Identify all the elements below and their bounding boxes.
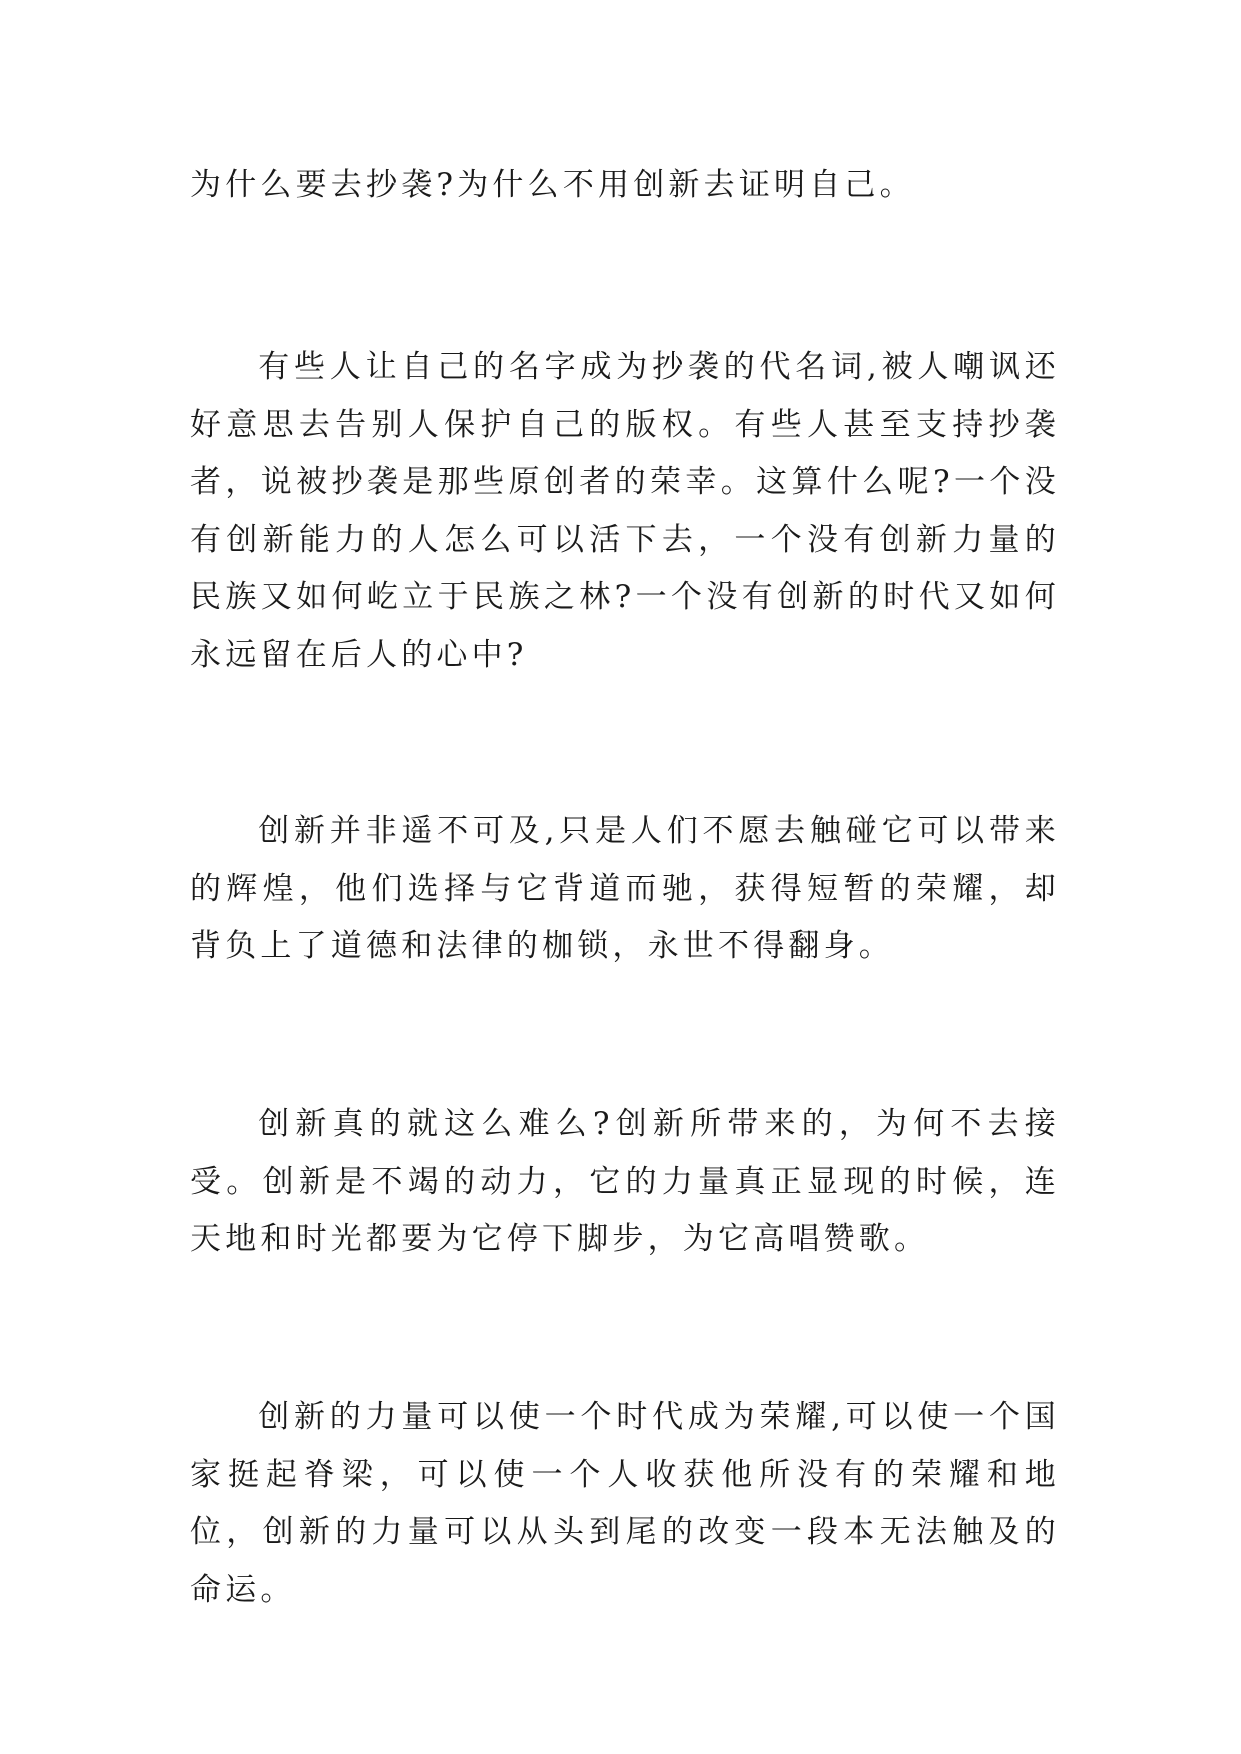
paragraph-innovation-glory: 创新的力量可以使一个时代成为荣耀,可以使一个国家挺起脊梁，可以使一个人收获他所没有的荣耀和地位，创新的力量可以从头到尾的改变一段本无法触及的命运。 [190, 1399, 1060, 1608]
paragraph-innovation-power: 创新真的就这么难么?创新所带来的，为何不去接受。创新是不竭的动力，它的力量真正显现的时候，连天地和时光都要为它停下脚步，为它高唱赞歌。 [190, 1106, 1060, 1257]
paragraph-opening-question: 为什么要去抄袭?为什么不用创新去证明自己。 [190, 167, 915, 203]
paragraph-plagiarism: 有些人让自己的名字成为抄袭的代名词,被人嘲讽还好意思去告别人保护自己的版权。有些人甚至支持抄袭者，说被抄袭是那些原创者的荣幸。这算什么呢?一个没有创新能力的人怎么可以活下去，一个没有创新力量的民族又如何屹立于民族之林?一个没有创新的时代又如何永远留在后人的心中? [190, 349, 1060, 673]
paragraph-innovation-reachable: 创新并非遥不可及,只是人们不愿去触碰它可以带来的辉煌，他们选择与它背道而驰，获得短暂的荣耀，却背负上了道德和法律的枷锁，永世不得翻身。 [190, 813, 1060, 964]
